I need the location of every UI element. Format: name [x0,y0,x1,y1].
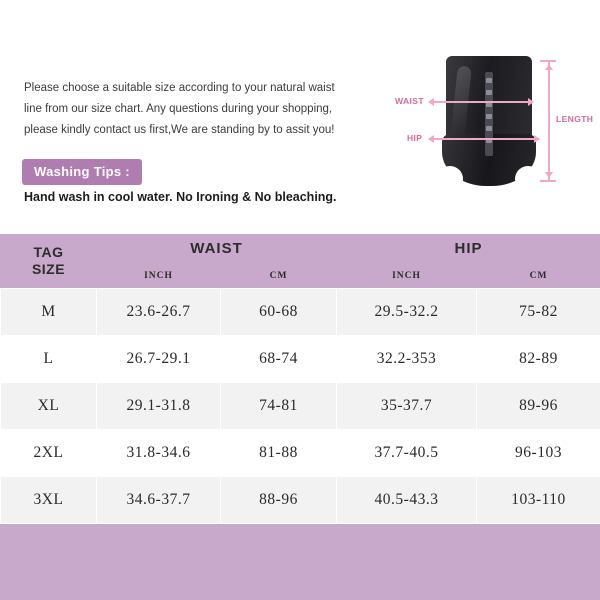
hip-group-header [337,234,600,264]
waist-measure-arrow [528,98,534,106]
table-row [1,383,600,430]
hip-measure-line [432,138,536,140]
row-hip-inch: 37.7-40.5 [337,430,477,477]
table-row [1,336,600,383]
row-hip-cm: 75-82 [477,289,600,336]
row-hip-cm: 89-96 [477,383,600,430]
row-waist-inch: 23.6-26.7 [97,289,221,336]
table-row [1,430,600,477]
intro-text-block [24,78,394,141]
tag-size-line-1: TAG [33,244,64,260]
length-measure-line [548,62,550,180]
garment-hook-icon [486,126,492,131]
intro-line-3: please kindly contact us first,We are standing by to assit you! [24,124,335,136]
intro-line-1: Please choose a suitable size according to your natural waist [24,82,335,94]
washing-tips-badge: Washing Tips : [22,159,142,185]
size-table-container [0,234,600,600]
hip-measure-arrow [428,135,434,143]
row-hip-inch: 35-37.7 [337,383,477,430]
row-waist-inch: 34.6-37.7 [97,477,221,524]
row-hip-inch: 32.2-353 [337,336,477,383]
washing-tips-text: Hand wash in cool water. No Ironing & No bleaching. [24,190,337,204]
hip-measure-arrow [534,135,540,143]
row-hip-cm: 96-103 [477,430,600,477]
length-tick-top [540,60,556,62]
length-measure-arrow [545,172,553,178]
waist-group-label: WAIST [190,240,243,257]
row-tag-size: M [1,289,97,336]
shapewear-garment-icon [446,56,532,182]
row-waist-cm: 68-74 [221,336,337,383]
waist-cm-header: CM [221,264,337,289]
tag-size-header [1,234,97,289]
hip-label: HIP [407,133,423,143]
hip-inch-header: INCH [337,264,477,289]
length-label: LENGTH [556,114,594,124]
row-waist-cm: 74-81 [221,383,337,430]
row-tag-size: 2XL [1,430,97,477]
table-row [1,477,600,524]
row-hip-cm: 103-110 [477,477,600,524]
row-waist-cm: 88-96 [221,477,337,524]
table-row [1,289,600,336]
hip-group-label: HIP [454,240,483,257]
row-hip-cm: 82-89 [477,336,600,383]
intro-line-2: line from our size chart. Any questions during your shopping, [24,103,333,115]
size-table-body [1,289,600,524]
product-illustration [395,46,594,206]
waist-measure-line [432,101,530,103]
length-tick-bottom [540,180,556,182]
row-waist-cm: 81-88 [221,430,337,477]
garment-hook-icon [486,78,492,83]
table-header-group-row [1,234,600,264]
waist-inch-header: INCH [97,264,221,289]
garment-hook-icon [486,90,492,95]
row-tag-size: L [1,336,97,383]
hip-cm-header: CM [477,264,600,289]
row-waist-inch: 31.8-34.6 [97,430,221,477]
tag-size-line-2: SIZE [31,261,66,277]
row-hip-inch: 29.5-32.2 [337,289,477,336]
row-tag-size: XL [1,383,97,430]
row-waist-cm: 60-68 [221,289,337,336]
waist-label: WAIST [395,96,424,106]
waist-group-header [97,234,337,264]
length-measure-arrow [545,64,553,70]
row-hip-inch: 40.5-43.3 [337,477,477,524]
garment-leg-opening [437,166,463,192]
garment-leg-opening [515,166,541,192]
row-waist-inch: 26.7-29.1 [97,336,221,383]
garment-hook-icon [486,114,492,119]
waist-measure-arrow [428,98,434,106]
row-tag-size: 3XL [1,477,97,524]
row-waist-inch: 29.1-31.8 [97,383,221,430]
size-table [0,234,600,524]
